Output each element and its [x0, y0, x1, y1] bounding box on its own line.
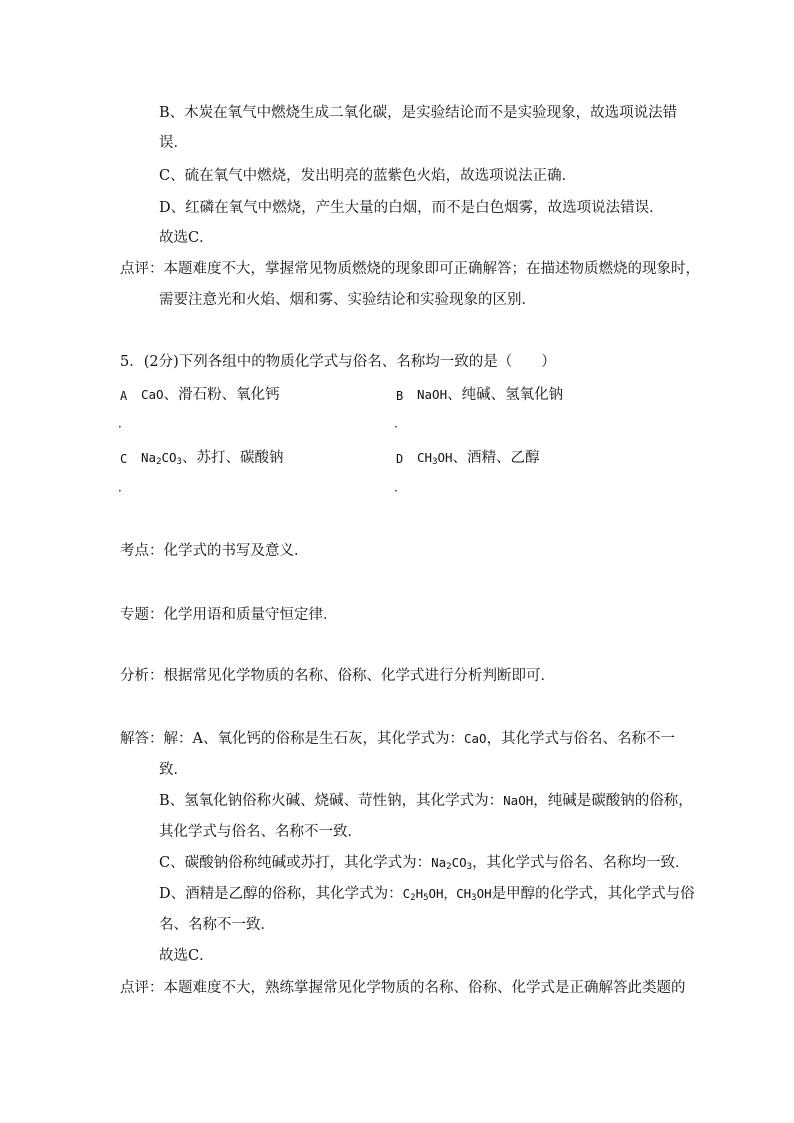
- option-b-formula: NaOH: [417, 387, 448, 402]
- option-a-formula: CaO: [141, 387, 164, 402]
- fenxi-label: 分析：: [120, 668, 164, 684]
- prev-solution-c-line: C、硫在氧气中燃烧，发出明亮的蓝紫色火焰，故选项说法正确．: [159, 168, 577, 184]
- jieda-c-line: C、碳酸钠俗称纯碱或苏打，其化学式为：$Na_2CO_3$，其化学式与俗名、名称均一致．: [159, 855, 690, 872]
- option-d-text: [417, 449, 540, 467]
- prev-solution-d-line: D、红磷在氧气中燃烧，产生大量的白烟，而不是白色烟雾，故选项说法错误．: [159, 200, 664, 216]
- option-c-dot: ．: [118, 480, 131, 494]
- question-text: 下列各组中的物质化学式与俗名、名称均一致的是（ ）: [178, 354, 556, 370]
- question-score: (2分): [143, 354, 179, 370]
- kaodian-text: 化学式的书写及意义．: [163, 543, 309, 559]
- option-a-desc: 、滑石粉、氧化钙: [163, 387, 280, 403]
- jieda-d-line1: D、酒精是乙醇的俗称，其化学式为：$C_2H_5OH$，$CH_3OH$是甲醇的化学式，其化学式与俗: [159, 886, 695, 903]
- prev-solution-b-line2: 误．: [159, 135, 188, 151]
- fenxi-text: 根据常见化学物质的名称、俗称、化学式进行分析判断即可．: [163, 668, 555, 684]
- fenxi: [120, 667, 555, 685]
- question-stem: [120, 353, 556, 371]
- question-number: 5．: [120, 354, 144, 370]
- prev-comment-line2: 需要注意光和火焰、烟和雾、实验结论和实验现象的区别．: [159, 292, 536, 308]
- option-a-text: [141, 386, 280, 404]
- dianping-text: 本题难度不大，熟练掌握常见化学物质的名称、俗称、化学式是正确解答此类题的: [163, 980, 686, 996]
- jieda-b-line1: B、氢氧化钠俗称火碱、烧碱、苛性钠，其化学式为：NaOH，纯碱是碳酸钠的俗称，: [159, 793, 693, 809]
- dianping-label: 点评：: [120, 980, 164, 996]
- option-d-formula: $CH_3OH$: [417, 450, 453, 467]
- jieda-d-line2: 名、名称不一致．: [159, 917, 275, 933]
- zhuanti-label: 专题：: [120, 607, 164, 623]
- jieda-answer: 故选C．: [159, 948, 214, 964]
- option-b-dot: ．: [394, 416, 407, 430]
- jieda-label: 解答：: [120, 731, 164, 747]
- prev-comment-label: 点评：: [120, 261, 164, 277]
- zhuanti: [120, 606, 338, 624]
- option-d-letter: D: [396, 452, 404, 466]
- option-d-desc: 、酒精、乙醇: [452, 450, 540, 466]
- zhuanti-text: 化学用语和质量守恒定律．: [163, 607, 338, 623]
- dianping: [120, 979, 686, 997]
- prev-solution-answer: 故选C．: [159, 230, 214, 246]
- option-d-dot: ．: [394, 480, 407, 494]
- prev-solution-b-line1: B、木炭在氧气中燃烧生成二氧化碳，是实验结论而不是实验现象，故选项说法错: [159, 105, 678, 121]
- jieda-a-line1: 解答：解：A、氧化钙的俗称是生石灰，其化学式为：CaO，其化学式与俗名、名称不一: [120, 731, 676, 747]
- option-b-desc: 、纯碱、氢氧化钠: [447, 387, 564, 403]
- option-c-desc: 、苏打、碳酸钠: [181, 450, 284, 466]
- option-c-formula: $Na_2CO_3$: [141, 450, 182, 467]
- prev-comment-line1: 本题难度不大，掌握常见物质燃烧的现象即可正确解答；在描述物质燃烧的现象时，: [163, 261, 700, 277]
- jieda-a-line2: 致．: [159, 762, 188, 778]
- option-c-text: [141, 449, 283, 467]
- option-c-letter: C: [120, 452, 128, 466]
- kaodian-label: 考点：: [120, 543, 164, 559]
- option-a-dot: ．: [118, 416, 131, 430]
- option-a-letter: A: [120, 389, 128, 403]
- jieda-b-line2: 其化学式与俗名、名称不一致．: [159, 824, 362, 840]
- option-b-letter: B: [396, 389, 404, 403]
- option-b-text: [417, 386, 563, 404]
- kaodian: [120, 542, 309, 560]
- prev-comment: [120, 260, 700, 278]
